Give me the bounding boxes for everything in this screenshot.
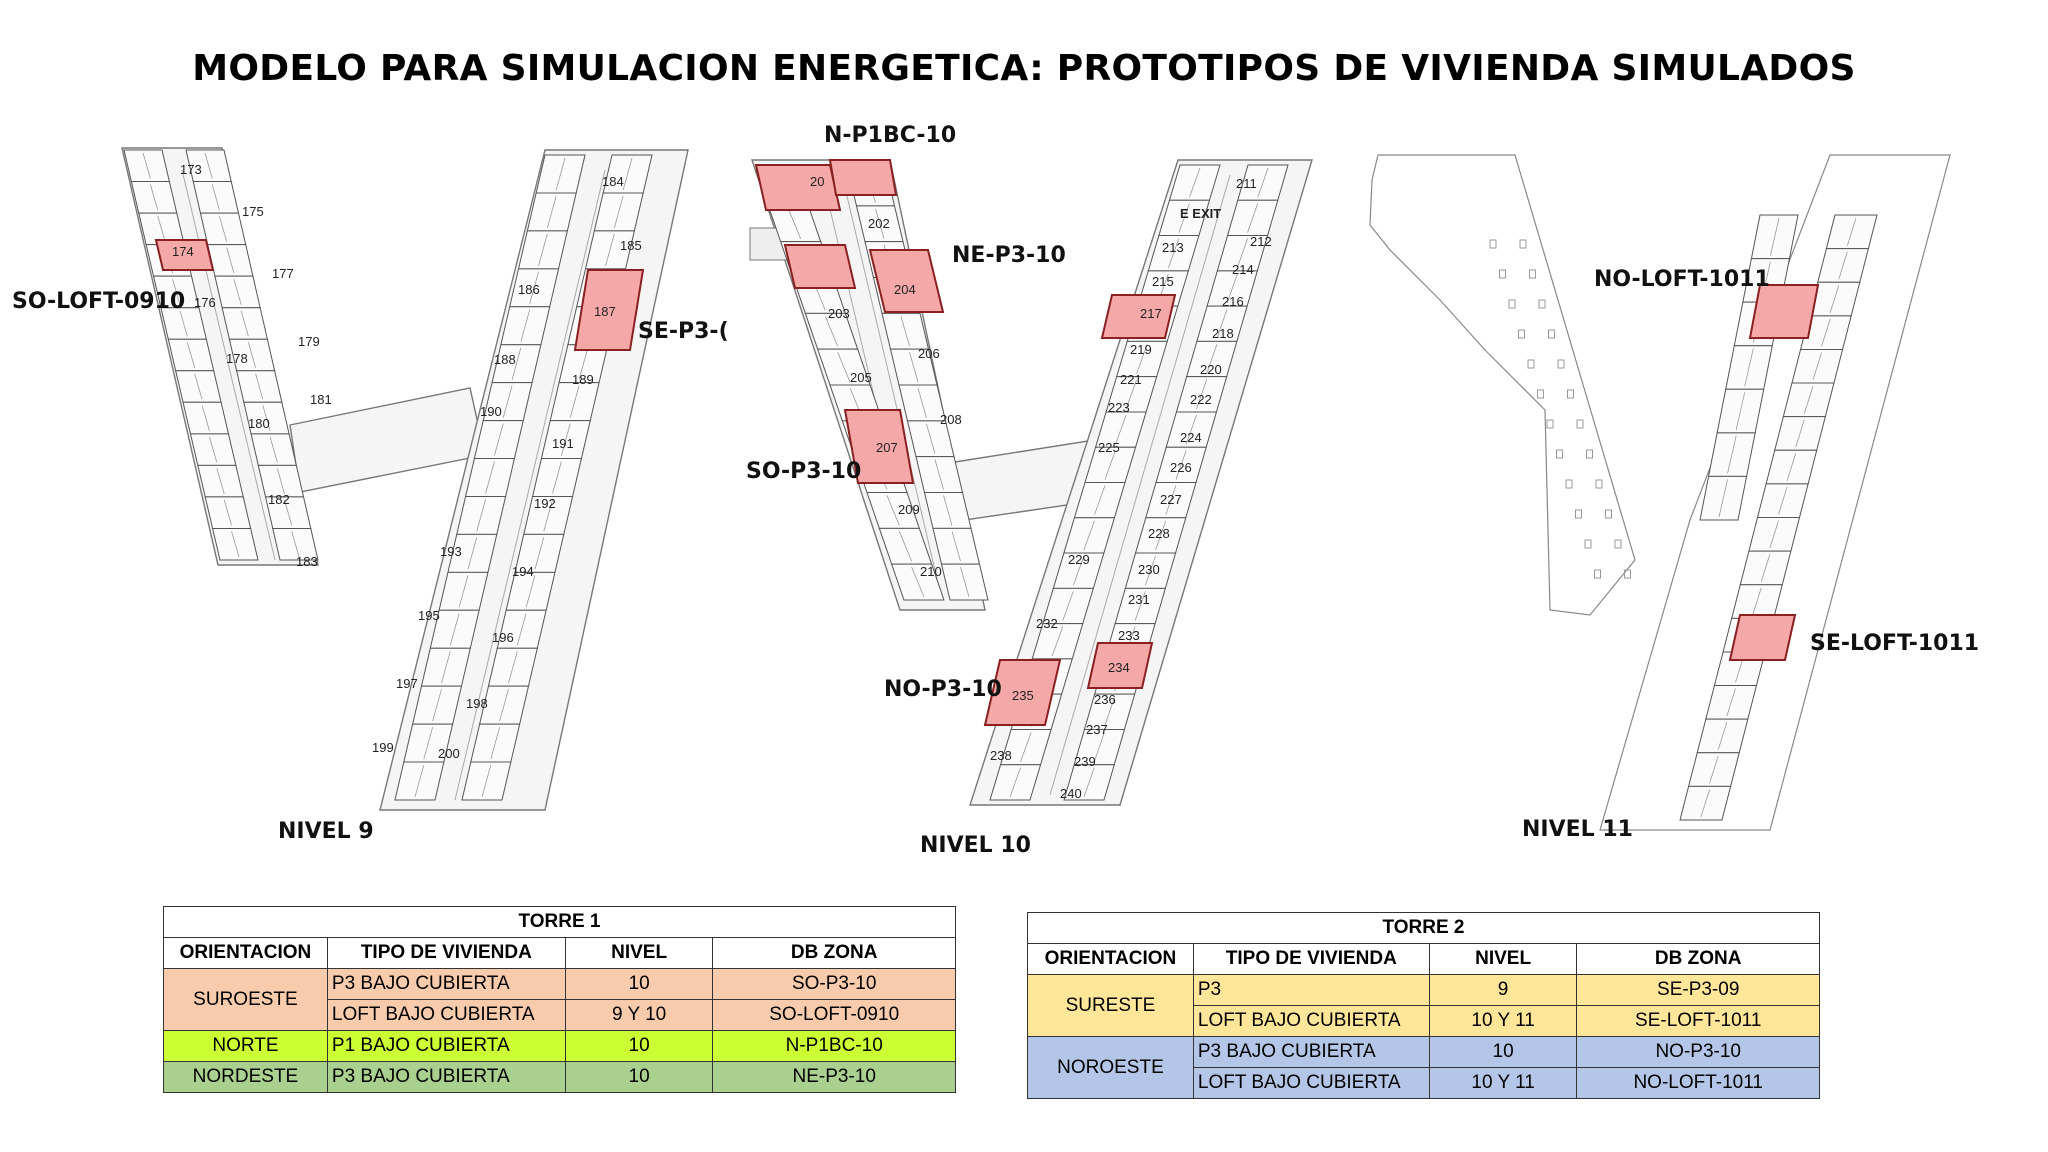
room-label: 191 bbox=[552, 436, 574, 451]
plan-level-9 bbox=[12, 148, 729, 844]
room-label: 204 bbox=[894, 282, 916, 297]
highlight-no-loft-1011 bbox=[1750, 285, 1818, 338]
room-label: 185 bbox=[620, 238, 642, 253]
highlight-so-p3-10-a bbox=[785, 245, 855, 288]
room-label: 173 bbox=[180, 162, 202, 177]
room-label: 236 bbox=[1094, 692, 1116, 707]
nivel-cell: 9 bbox=[1429, 975, 1577, 1006]
room-label: 207 bbox=[876, 440, 898, 455]
tipo-cell: LOFT BAJO CUBIERTA bbox=[327, 1000, 565, 1031]
room-label: 198 bbox=[466, 696, 488, 711]
plan-level-10 bbox=[746, 123, 1312, 858]
room-label: 237 bbox=[1086, 722, 1108, 737]
zona-cell: NO-P3-10 bbox=[1577, 1037, 1820, 1068]
level-11-label: NIVEL 11 bbox=[1522, 817, 1633, 842]
room-label: 235 bbox=[1012, 688, 1034, 703]
room-label: 214 bbox=[1232, 262, 1254, 277]
table-torre-2 bbox=[1027, 912, 1820, 1099]
room-label: 176 bbox=[194, 295, 216, 310]
table-row bbox=[164, 1062, 956, 1093]
room-label: 190 bbox=[480, 404, 502, 419]
tipo-cell: P3 BAJO CUBIERTA bbox=[327, 969, 565, 1000]
callout-no-p3-10: NO-P3-10 bbox=[884, 677, 1002, 702]
room-label: 209 bbox=[898, 502, 920, 517]
highlight-n-p1bc-10-b bbox=[830, 160, 896, 195]
table-row bbox=[164, 1031, 956, 1062]
room-label: 177 bbox=[272, 266, 294, 281]
highlight-se-loft-1011 bbox=[1730, 615, 1795, 660]
nivel-cell: 10 bbox=[1429, 1037, 1577, 1068]
orientation-cell: SUROESTE bbox=[164, 969, 328, 1031]
callout-so-loft-0910: SO-LOFT-0910 bbox=[12, 289, 186, 314]
room-label: 20 bbox=[810, 174, 825, 189]
room-label: 179 bbox=[298, 334, 320, 349]
tipo-cell: LOFT BAJO CUBIERTA bbox=[1193, 1068, 1429, 1099]
callout-so-p3-10: SO-P3-10 bbox=[746, 459, 862, 484]
room-label: 215 bbox=[1152, 274, 1174, 289]
orientation-cell: NORDESTE bbox=[164, 1062, 328, 1093]
zona-cell: NO-LOFT-1011 bbox=[1577, 1068, 1820, 1099]
callout-no-loft-1011: NO-LOFT-1011 bbox=[1594, 267, 1770, 292]
column-header: TIPO DE VIVIENDA bbox=[327, 938, 565, 969]
room-label: 212 bbox=[1250, 234, 1272, 249]
room-label: 216 bbox=[1222, 294, 1244, 309]
room-label: 174 bbox=[172, 244, 194, 259]
nivel-cell: 10 bbox=[565, 969, 713, 1000]
table-row bbox=[164, 969, 956, 1000]
orientation-cell: NOROESTE bbox=[1028, 1037, 1194, 1099]
column-header: ORIENTACION bbox=[1028, 944, 1194, 975]
room-label: 175 bbox=[242, 204, 264, 219]
room-label: 184 bbox=[602, 174, 624, 189]
table-torre-1 bbox=[163, 906, 956, 1093]
room-label: 239 bbox=[1074, 754, 1096, 769]
tipo-cell: P1 BAJO CUBIERTA bbox=[327, 1031, 565, 1062]
callout-se-p3-09: SE-P3-( bbox=[638, 319, 729, 344]
tipo-cell: P3 BAJO CUBIERTA bbox=[327, 1062, 565, 1093]
room-label: 205 bbox=[850, 370, 872, 385]
tipo-cell: P3 BAJO CUBIERTA bbox=[1193, 1037, 1429, 1068]
room-label: 230 bbox=[1138, 562, 1160, 577]
room-label: 188 bbox=[494, 352, 516, 367]
room-label: 225 bbox=[1098, 440, 1120, 455]
zona-cell: N-P1BC-10 bbox=[713, 1031, 956, 1062]
tipo-cell: LOFT BAJO CUBIERTA bbox=[1193, 1006, 1429, 1037]
room-label: 227 bbox=[1160, 492, 1182, 507]
roof-left-n11 bbox=[1370, 155, 1635, 615]
zona-cell: SO-LOFT-0910 bbox=[713, 1000, 956, 1031]
room-label: 223 bbox=[1108, 400, 1130, 415]
room-label: 221 bbox=[1120, 372, 1142, 387]
zona-cell: SE-P3-09 bbox=[1577, 975, 1820, 1006]
room-label: 228 bbox=[1148, 526, 1170, 541]
room-label: 229 bbox=[1068, 552, 1090, 567]
room-label: 203 bbox=[828, 306, 850, 321]
room-label: 234 bbox=[1108, 660, 1130, 675]
room-label: 220 bbox=[1200, 362, 1222, 377]
column-header: TIPO DE VIVIENDA bbox=[1193, 944, 1429, 975]
room-label: 233 bbox=[1118, 628, 1140, 643]
room-label: 238 bbox=[990, 748, 1012, 763]
room-label: 182 bbox=[268, 492, 290, 507]
nivel-cell: 10 bbox=[565, 1031, 713, 1062]
room-label: 199 bbox=[372, 740, 394, 755]
room-label: 183 bbox=[296, 554, 318, 569]
table-caption: TORRE 2 bbox=[1028, 913, 1820, 944]
room-label: 197 bbox=[396, 676, 418, 691]
room-label: 202 bbox=[868, 216, 890, 231]
room-label: 226 bbox=[1170, 460, 1192, 475]
room-label: 240 bbox=[1060, 786, 1082, 801]
room-label: 200 bbox=[438, 746, 460, 761]
room-label: 193 bbox=[440, 544, 462, 559]
room-label: 231 bbox=[1128, 592, 1150, 607]
zona-cell: SO-P3-10 bbox=[713, 969, 956, 1000]
room-label: 222 bbox=[1190, 392, 1212, 407]
column-header: NIVEL bbox=[565, 938, 713, 969]
room-label: 211 bbox=[1236, 176, 1257, 191]
zona-cell: NE-P3-10 bbox=[713, 1062, 956, 1093]
column-header: DB ZONA bbox=[713, 938, 956, 969]
room-label: 219 bbox=[1130, 342, 1152, 357]
page-title: MODELO PARA SIMULACION ENERGETICA: PROTOTIPOS DE VIVIENDA SIMULADOS bbox=[192, 48, 1856, 89]
nivel-cell: 10 Y 11 bbox=[1429, 1006, 1577, 1037]
level-9-label: NIVEL 9 bbox=[278, 819, 374, 844]
plan-level-11 bbox=[1370, 155, 1979, 842]
room-label: 224 bbox=[1180, 430, 1202, 445]
room-label: 217 bbox=[1140, 306, 1162, 321]
highlight-n-p1bc-10-a bbox=[756, 165, 840, 210]
room-label: 232 bbox=[1036, 616, 1058, 631]
table-row bbox=[1028, 975, 1820, 1006]
column-header: NIVEL bbox=[1429, 944, 1577, 975]
nivel-cell: 10 bbox=[565, 1062, 713, 1093]
room-label: 186 bbox=[518, 282, 540, 297]
room-label: 180 bbox=[248, 416, 270, 431]
zona-cell: SE-LOFT-1011 bbox=[1577, 1006, 1820, 1037]
table-row bbox=[1028, 1037, 1820, 1068]
callout-n-p1bc-10: N-P1BC-10 bbox=[824, 123, 957, 148]
table-caption: TORRE 1 bbox=[164, 907, 956, 938]
column-header: DB ZONA bbox=[1577, 944, 1820, 975]
orientation-cell: SURESTE bbox=[1028, 975, 1194, 1037]
room-label: 178 bbox=[226, 351, 248, 366]
nivel-cell: 9 Y 10 bbox=[565, 1000, 713, 1031]
tipo-cell: P3 bbox=[1193, 975, 1429, 1006]
room-label: 210 bbox=[920, 564, 942, 579]
callout-se-loft-1011: SE-LOFT-1011 bbox=[1810, 631, 1980, 656]
highlight-217 bbox=[1102, 295, 1175, 338]
room-label: 213 bbox=[1162, 240, 1184, 255]
room-label: 196 bbox=[492, 630, 514, 645]
room-label: 181 bbox=[310, 392, 332, 407]
room-label: 206 bbox=[918, 346, 940, 361]
column-header: ORIENTACION bbox=[164, 938, 328, 969]
room-label: 218 bbox=[1212, 326, 1234, 341]
exit-label: E EXIT bbox=[1180, 206, 1222, 221]
room-label: 208 bbox=[940, 412, 962, 427]
room-label: 195 bbox=[418, 608, 440, 623]
room-label: 192 bbox=[534, 496, 556, 511]
callout-ne-p3-10: NE-P3-10 bbox=[952, 243, 1066, 268]
level-10-label: NIVEL 10 bbox=[920, 833, 1031, 858]
room-label: 187 bbox=[594, 304, 616, 319]
orientation-cell: NORTE bbox=[164, 1031, 328, 1062]
room-label: 194 bbox=[512, 564, 534, 579]
nivel-cell: 10 Y 11 bbox=[1429, 1068, 1577, 1099]
room-label: 189 bbox=[572, 372, 594, 387]
